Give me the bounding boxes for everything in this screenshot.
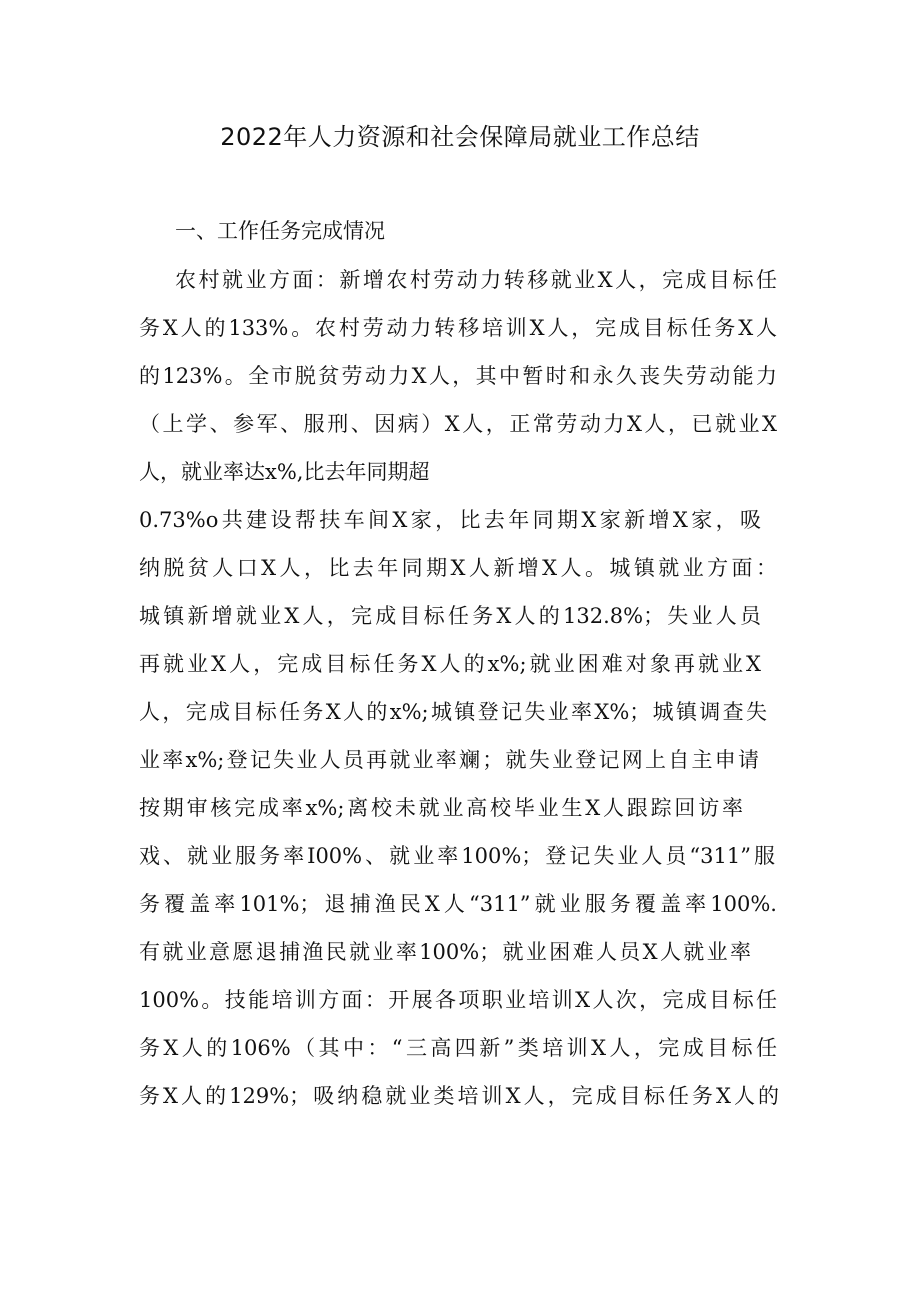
paragraph-line: 再就业X人，完成目标任务X人的x%;就业困难对象再就业X: [139, 652, 761, 676]
section-heading: 一、工作任务完成情况: [175, 219, 385, 243]
document-title: 2022年人力资源和社会保障局就业工作总结: [220, 123, 700, 151]
paragraph-line: 务X人的129%；吸纳稳就业类培训X人，完成目标任务X人的: [139, 1084, 779, 1108]
paragraph-line: 0.73%o共建设帮扶车间X家，比去年同期X家新增X家，吸: [139, 508, 761, 532]
paragraph-line: 业率x%;登记失业人员再就业率斓；就失业登记网上自主申请: [139, 748, 759, 772]
paragraph-line: （上学、参军、服刑、因病）X人，正常劳动力X人，已就业X: [139, 412, 777, 436]
paragraph-line: 务X人的106%（其中：“三高四新”类培训X人，完成目标任: [139, 1036, 777, 1060]
paragraph-line: 务X人的133%。农村劳动力转移培训X人，完成目标任务X人: [139, 316, 777, 340]
paragraph-line: 务覆盖率101%；退捕渔民X人“311”就业服务覆盖率100%.: [139, 892, 777, 916]
paragraph-line: 100%。技能培训方面：开展各项职业培训X人次，完成目标任: [139, 988, 777, 1012]
paragraph-line: 按期审核完成率x%;离校未就业高校毕业生X人跟踪回访率: [139, 796, 743, 820]
paragraph-line: 人，完成目标任务X人的x%;城镇登记失业率X%；城镇调查失: [139, 700, 767, 724]
paragraph-line: 有就业意愿退捕渔民就业率100%；就业困难人员X人就业率: [139, 940, 751, 964]
paragraph-line: 的123%。全市脱贫劳动力X人，其中暂时和永久丧失劳动能力: [139, 364, 777, 388]
paragraph-line: 城镇新增就业X人，完成目标任务X人的132.8%；失业人员: [139, 604, 761, 628]
paragraph-line: 戏、就业服务率I00%、就业率100%；登记失业人员“311”服: [139, 844, 775, 868]
paragraph-line: 人，就业率达x%,比去年同期超: [139, 460, 430, 484]
paragraph-line: 纳脱贫人口X人，比去年同期X人新增X人。城镇就业方面：: [139, 556, 777, 580]
paragraph-line: 农村就业方面：新增农村劳动力转移就业X人，完成目标任: [175, 268, 777, 292]
